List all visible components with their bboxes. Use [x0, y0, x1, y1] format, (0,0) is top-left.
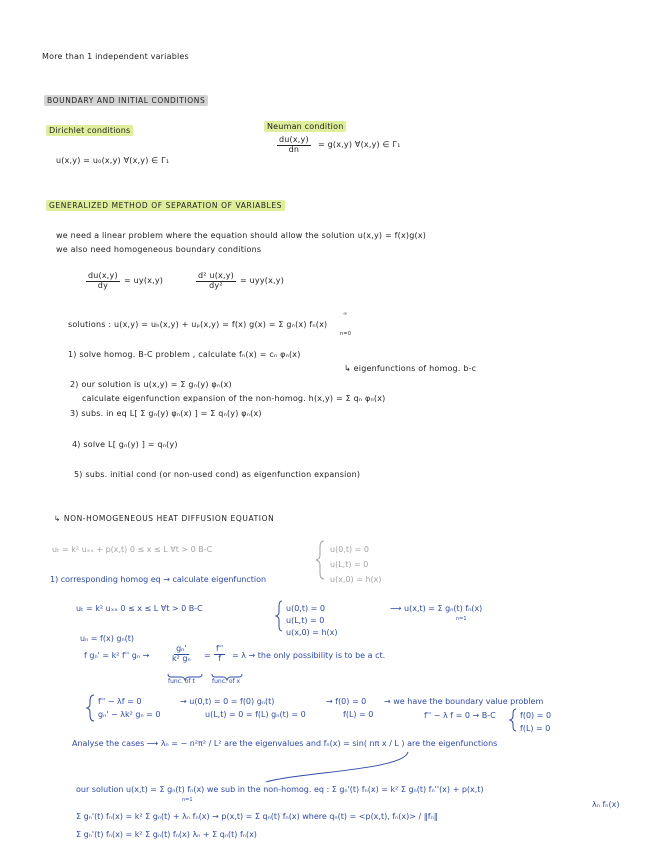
- blue-brace-system: [87, 695, 94, 721]
- un-definition: uₙ = f(x) gₙ(t): [80, 634, 135, 643]
- bc-heading: BOUNDARY AND INITIAL CONDITIONS: [44, 96, 208, 105]
- underbrace-t: [168, 674, 202, 680]
- condition-2: u(L,t) = 0 = f(L) gₙ(t) = 0: [205, 710, 306, 719]
- blue-brace-bvp: [510, 709, 516, 731]
- derivative-2-rest: = uyy(x,y): [240, 276, 285, 285]
- heat-heading: ↳ NON-HOMOGENEOUS HEAT DIFFUSION EQUATION: [54, 514, 275, 523]
- gen-heading: GENERALIZED METHOD OF SEPARATION OF VARIABLES: [46, 201, 285, 210]
- step-5: 5) subs. initial cond (or non-used cond) as eigenfunction expansion): [74, 470, 361, 479]
- system-eq-2: gₙ' − λk² gₙ = 0: [98, 710, 161, 719]
- bvp-condition-2: f(L) = 0: [520, 724, 551, 733]
- derivative-1-rest: = uy(x,y): [124, 276, 164, 285]
- step-2a: 2) our solution is u(x,y) = Σ gₙ(y) φₙ(x): [70, 380, 232, 389]
- gray-brace: [316, 541, 324, 579]
- neumann-label: Neuman condition: [264, 122, 346, 132]
- step-4: 4) solve L[ gₙ(y) ] = qₙ(y): [72, 440, 178, 449]
- neumann-numerator: du(x,y): [279, 135, 309, 144]
- condition-1: → u(0,t) = 0 = f(0) gₙ(t): [180, 697, 275, 706]
- f-condition-2: f(L) = 0: [343, 710, 374, 719]
- solutions-sum-top: ∞: [343, 311, 348, 317]
- separation-right: = λ → the only possibility is to be a ct.: [232, 651, 386, 660]
- step-2b: calculate eigenfunction expansion of the non-homog. h(x,y) = Σ qₙ φₙ(x): [82, 394, 386, 403]
- step-1: 1) solve homog. B-C problem , calculate fₙ(x) = cₙ φₙ(x): [68, 350, 301, 359]
- expansion-line-a: Σ gₙ'(t) fₙ(x) = k² Σ gₙ(t) + λₙ fₙ(x) → p(x,t) = Σ qₙ(t) fₙ(x) where qₙ(t) = <p(x,t), fₙ(x)> / ‖fₙ‖: [76, 812, 438, 821]
- page-title: More than 1 independent variables: [42, 52, 189, 61]
- heat-bc-1: u(0,t) = 0: [330, 545, 369, 554]
- derivative-1-fraction: $\frac{du(x,y)}{dy}$: [88, 271, 118, 290]
- step-3: 3) subs. in eq L[ Σ gₙ(y) φₙ(x) ] = Σ qₙ(y) φₙ(x): [70, 409, 262, 418]
- f-condition-1: → f(0) = 0: [326, 697, 367, 706]
- bvp-equation: f'' − λ f = 0 → B-C: [424, 711, 496, 720]
- heat-bc-2: u(L,t) = 0: [330, 560, 369, 569]
- curved-arrow: [266, 752, 408, 782]
- solutions-line: solutions : u(x,y) = uₕ(x,y) + uₚ(x,y) = f(x) g(x) = Σ gₙ(x) fₙ(x): [68, 320, 328, 329]
- neumann-denominator: dn: [288, 144, 300, 154]
- analyse-line: Analyse the cases ⟶ λₙ = − n²π² / L² are the eigenvalues and fₙ(x) = sin( nπ x / L ) are the eigenfunctions: [72, 739, 498, 748]
- homog-bc-3: u(x,0) = h(x): [286, 628, 338, 637]
- dirichlet-label: Dirichlet conditions: [46, 126, 133, 136]
- heat-bc-3: u(x,0) = h(x): [330, 575, 382, 584]
- our-solution-tail: λₙ fₙ(x): [592, 800, 620, 809]
- homog-result-sum: n=1: [456, 616, 467, 622]
- homog-result: ⟶ u(x,t) = Σ gₙ(t) fₙ(x): [390, 604, 483, 613]
- system-eq-1: f'' − λf = 0: [98, 697, 142, 706]
- separation-fraction-t: $\frac{\text{gₙ'}}{\text{k² gₙ}}$: [172, 644, 191, 663]
- func-of-x-label: func. of x: [212, 678, 241, 685]
- expansion-line-b: Σ gₙ'(t) fₙ(x) = k² Σ gₙ(t) fₙ(x) λₙ + Σ qₙ(t) fₙ(x): [76, 830, 257, 839]
- dirichlet-equation: u(x,y) = u₀(x,y) ∀(x,y) ∈ Γ₁: [56, 156, 170, 165]
- solutions-sum-bottom: n=0: [340, 331, 352, 337]
- homog-bc-1: u(0,t) = 0: [286, 604, 325, 613]
- homog-bc-2: u(L,t) = 0: [286, 616, 325, 625]
- separation-equals: =: [204, 651, 211, 660]
- bvp-condition-1: f(0) = 0: [520, 711, 552, 720]
- heat-pde: uₜ = k² uₓₓ + p(x,t) 0 ≤ x ≤ L ∀t > 0 B-C: [52, 545, 213, 554]
- underbrace-x: [212, 674, 242, 680]
- gen-line-1: we need a linear problem where the equation should allow the solution u(x,y) = f(x)g(x): [56, 231, 427, 240]
- separation-fraction-x: $\frac{f''}{f}$: [216, 644, 224, 663]
- derivative-2-fraction: $\frac{\text{d² u(x,y)}}{\text{dy²}}$: [198, 271, 234, 290]
- neumann-rest: = g(x,y) ∀(x,y) ∈ Γ₁: [318, 140, 401, 149]
- step-1-note: ↳ eigenfunctions of homog. b-c: [344, 364, 477, 373]
- our-solution-sum: n=1: [182, 797, 193, 803]
- separation-left: f gₙ' = k² f'' gₙ →: [84, 651, 150, 660]
- blue-brace-bc: [276, 601, 282, 631]
- func-of-t-label: func. of t: [168, 678, 195, 685]
- gen-line-2: we also need homogeneous boundary conditions: [56, 245, 262, 254]
- our-solution-line: our solution u(x,t) = Σ gₙ(t) fₙ(x) we sub in the non-homog. eq : Σ gₙ'(t) fₙ(x) = k² Σ gₙ(t) fₙ''(x) + p(x,t): [76, 785, 484, 794]
- homog-equation: uₜ = k² uₓₓ 0 ≤ x ≤ L ∀t > 0 B-C: [76, 604, 203, 613]
- bvp-label: → we have the boundary value problem: [384, 697, 544, 706]
- heat-step-1: 1) corresponding homog eq → calculate eigenfunction: [50, 575, 267, 584]
